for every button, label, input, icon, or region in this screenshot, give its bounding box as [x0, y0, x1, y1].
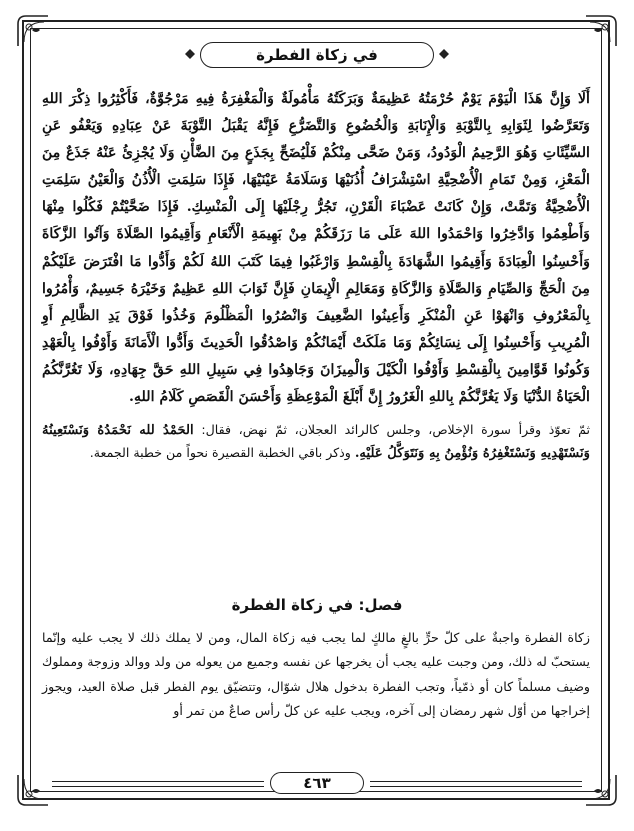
- corner-ornament-icon: [16, 773, 50, 807]
- footer-rule-right: [370, 781, 582, 787]
- narration-before: ثمّ تعوّذ وقرأ سورة الإخلاص، وجلس كالرائد العجلان، ثمّ نهض، فقال:: [193, 422, 590, 438]
- diamond-ornament-icon: [185, 49, 195, 59]
- corner-ornament-icon: [584, 773, 618, 807]
- narration-after: وذكر باقي الخطبة القصيرة نحواً من خطبة الجمعة.: [89, 445, 355, 461]
- section-heading: فصل: في زكاة الفطرة: [231, 596, 403, 614]
- main-text: [42, 86, 590, 465]
- narration-paragraph: [42, 419, 590, 465]
- khutbah-quote: أَلَا وَإِنَّ هَذَا الْيَوْمَ يَوْمٌ حُرْمَتُهُ عَظِيمَةٌ وَبَرَكَتُهُ مَأْمُولَةٌ وَالْمَغْفِرَةُ فِيهِ مَرْجُوَّةٌ، فَأَكْثِرُوا ذِكْرَ اللهِ وَتَعَرَّضُوا لِثَوَابِهِ بِالتَّوْبَةِ وَالْإِنَابَةِ وَالْخُضُوعِ وَالتَّضَرُّعِ فَإِنَّهُ يَقْبَلُ التَّوْبَةَ عَنْ عِبَادِهِ وَيَعْفُو عَنِ السَّيِّئَاتِ وَهُوَ الرَّحِيمُ الْوَدُودُ، وَمَنْ ضَحَّى مِنْكُمْ فَلْيُضَحِّ بِجَذَعٍ مِنَ الضَّأْنِ وَلَا يُجْزِئُ عَنْهُ جَذَعٌ مِنَ الْمَعْزِ، وَمِنْ تَمَامِ الْأُضْحِيَّةِ اسْتِشْرَافُ أُذُنَيْهَا وَسَلَامَةُ عَيْنَيْهَا، فَإِذَا سَلِمَتِ الْأُذُنُ وَالْعَيْنُ سَلِمَتِ الْأُضْحِيَّةُ وَتَمَّتْ، وَإِنْ كَانَتْ عَضْبَاءَ الْقَرْنِ، تَجُرُّ رِجْلَيْهَا إِلَى الْمَنْسِكِ. فَإِذَا ضَحَّيْتُمْ فَكُلُوا مِنْهَا وَأَطْعِمُوا وَادَّخِرُوا وَاحْمَدُوا اللهَ عَلَى مَا رَزَقَكُمْ مِنْ بَهِيمَةِ الْأَنْعَامِ وَأَقِيمُوا الصَّلَاةَ وَآتُوا الزَّكَاةَ وَأَحْسِنُوا الْعِبَادَةَ وَأَقِيمُوا الشَّهَادَةَ بِالْقِسْطِ وَارْغَبُوا فِيمَا كَتَبَ اللهُ لَكُمْ وَأَدُّوا مَا افْتَرَضَ عَلَيْكُمْ مِنَ الْحَجِّ وَالصِّيَامِ وَالصَّلَاةِ وَالزَّكَاةِ وَمَعَالِمِ الْإِيمَانِ فَإِنَّ ثَوَابَ اللهِ عَظِيمٌ وَخَيْرَهُ جَسِيمٌ، وَأْمُرُوا بِالْمَعْرُوفِ وَانْهَوْا عَنِ الْمُنْكَرِ وَأَعِينُوا الضَّعِيفَ وَانْصُرُوا الْمَظْلُومَ وَخُذُوا فَوْقَ يَدِ الظَّالِمِ أَوِ الْمُرِيبِ وَأَحْسِنُوا إِلَى نِسَائِكُمْ وَمَا مَلَكَتْ أَيْمَانُكُمْ وَاصْدُقُوا الْحَدِيثَ وَأَدُّوا الْأَمَانَةَ وَأَوْفُوا بِالْعَهْدِ وَكُونُوا قَوَّامِينَ بِالْقِسْطِ وَأَوْفُوا الْكَيْلَ وَالْمِيزَانَ وَجَاهِدُوا فِي سَبِيلِ اللهِ حَقَّ جِهَادِهِ، وَلَا تَغُرَّنَّكُمُ الْحَيَاةُ الدُّنْيَا وَلَا يَغُرَّنَّكُمْ بِاللهِ الْغَرُورُ إِنَّ أَبْلَغَ الْمَوْعِظَةِ وَأَحْسَنَ الْقَصَصِ كَلَامُ اللهِ.: [42, 91, 590, 406]
- corner-ornament-icon: [584, 14, 618, 48]
- section-body: زكاة الفطرة واجبةٌ على كلّ حرٍّ بالغٍ مالكٍ لما يجب فيه زكاة المال، ومن لا يملك ذلك لا يجب عليه وإنّما يستحبّ له ذلك، ومن وجبت عليه يجب أن يخرجها عن نفسه وجميع من يعوله من ولد ووالد وزوجة ومملوك وضيف مسلماً كان أو ذمّياً، وتجب الفطرة بدخول هلال شوّال، وتتضيّق يوم الفطر قبل صلاة العيد، ويجوز إخراجها من أوّل شهر رمضان إلى آخره، ويجب عليه عن كلّ رأس صاعٌ من تمر أو: [42, 630, 590, 719]
- corner-ornament-icon: [16, 14, 50, 48]
- narration-khutba: الحَمْدُ لله نَحْمَدُهُ وَنَسْتَعِينُهُ وَنَسْتَهْدِيهِ وَنَسْتَغْفِرُهُ وَنُؤْمِنُ بِهِ وَنَتَوَكَّلُ عَلَيْهِ.: [42, 423, 590, 462]
- page-number: ٤٦٣: [303, 774, 331, 792]
- running-header: [200, 42, 434, 68]
- running-header-title: في زكاة الفطرة: [256, 46, 378, 64]
- footer-rule-left: [52, 781, 264, 787]
- diamond-ornament-icon: [439, 49, 449, 59]
- page-number-box: [270, 772, 364, 794]
